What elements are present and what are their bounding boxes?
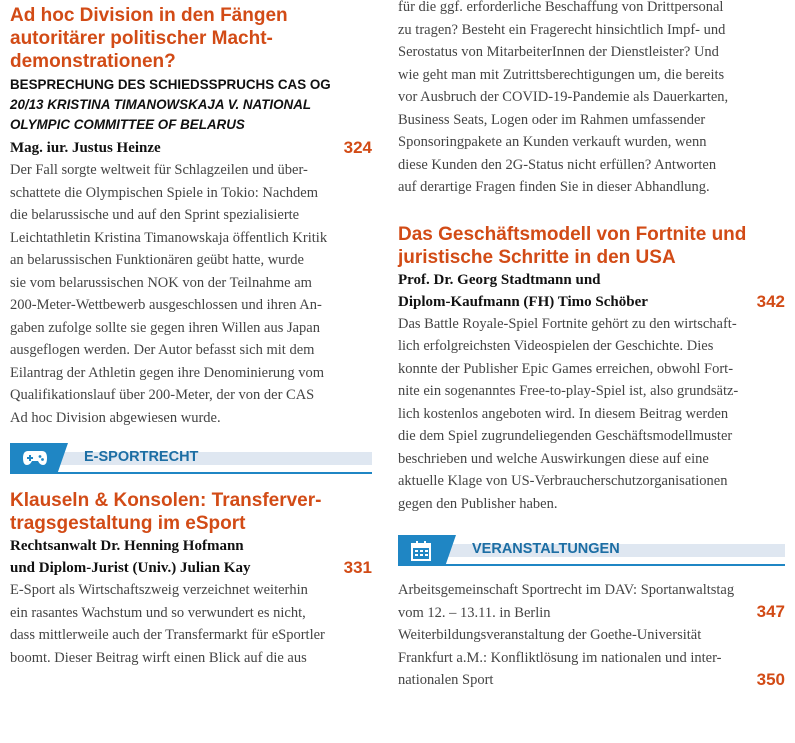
event-text bbox=[398, 579, 785, 624]
body-line: Serostatus von MitarbeiterInnen der Dienstleister? Und bbox=[398, 44, 719, 60]
body-line: konnte der Publisher Epic Games erreichen, obwohl Fort- bbox=[398, 360, 734, 377]
section-rule bbox=[10, 472, 372, 474]
body-line: zu tragen? Besteht ein Fragerecht hinsichtlich Impf- und bbox=[398, 21, 726, 38]
title-line: Ad hoc Division in den Fängen bbox=[10, 5, 288, 26]
author-name: und Diplom-Jurist (Univ.) Julian Kay bbox=[10, 560, 251, 576]
body-line: schattete die Olympischen Spiele in Tokio: Nachdem bbox=[10, 184, 318, 201]
event-line: Frankfurt a.M.: Konfliktlösung im nationalen und inter- bbox=[398, 649, 722, 666]
body-line: Der Fall sorgte weltweit für Schlagzeilen und über- bbox=[10, 162, 308, 178]
body-line: dass mittlerweile auch der Transfermarkt für eSportler bbox=[10, 627, 325, 643]
body-line: Eilantrag der Athletin gegen ihre Denominierung vom bbox=[10, 364, 325, 381]
event-line: nationalen Sport bbox=[398, 672, 494, 688]
body-line: Qualifikationslauf über 200-Meter, der von der CAS bbox=[10, 387, 315, 403]
gamepad-icon bbox=[22, 449, 48, 467]
article-body bbox=[398, 313, 785, 516]
event-item[interactable] bbox=[398, 579, 785, 624]
body-line: E-Sport als Wirtschaftszweig verzeichnet weiterhin bbox=[10, 582, 308, 598]
body-line: auf derartige Fragen finden Sie in dieser Abhandlung. bbox=[398, 179, 710, 195]
event-item[interactable] bbox=[398, 624, 785, 692]
article-title[interactable] bbox=[10, 4, 372, 73]
body-line: gaben zufolge sollte sie gegen ihren Willen aus Japan bbox=[10, 319, 320, 336]
body-line: Das Battle Royale-Spiel Fortnite gehört zu den wirtschaft- bbox=[398, 315, 737, 332]
title-line: demonstrationen? bbox=[10, 51, 176, 72]
article-author bbox=[10, 535, 372, 557]
body-line: lich kostenlos angeboten wird. In diesem Beitrag werden bbox=[398, 405, 729, 422]
subtitle-line: 20/13 KRISTINA TIMANOWSKAJA V. NATIONAL bbox=[10, 97, 312, 112]
event-line: Weiterbildungsveranstaltung der Goethe-Universität bbox=[398, 627, 702, 643]
article-author bbox=[398, 269, 785, 291]
event-text bbox=[398, 624, 785, 692]
body-line: für die ggf. erforderliche Beschaffung von Drittpersonal bbox=[398, 0, 724, 15]
calendar-icon bbox=[410, 541, 432, 561]
article-subtitle bbox=[10, 75, 372, 135]
page-number[interactable]: 324 bbox=[343, 138, 372, 157]
title-line: Das Geschäftsmodell von Fortnite und bbox=[398, 223, 747, 245]
body-line: boomt. Dieser Beitrag wirft einen Blick auf die aus bbox=[10, 649, 307, 666]
section-esportrecht bbox=[10, 443, 372, 473]
article-fortnite[interactable] bbox=[398, 223, 785, 516]
article-body bbox=[10, 579, 372, 669]
title-line: tragsgestaltung im eSport bbox=[10, 513, 246, 534]
article-author bbox=[398, 291, 785, 313]
body-line: Sponsoringpakete an Kunden verkauft wurden, wenn bbox=[398, 134, 707, 150]
body-line: die dem Spiel zugrundeliegenden Geschäftsmodellmuster bbox=[398, 428, 733, 444]
section-label: VERANSTALTUNGEN bbox=[472, 541, 620, 557]
body-line: gegen den Publisher haben. bbox=[398, 495, 558, 512]
body-line: sie vom belarussischen NOK von der Teilnahme am bbox=[10, 274, 312, 291]
article-heinze[interactable] bbox=[10, 4, 372, 429]
title-line: juristische Schritte in den USA bbox=[398, 246, 676, 268]
right-column bbox=[398, 0, 785, 692]
section-badge bbox=[398, 535, 456, 565]
author-name: Rechtsanwalt Dr. Henning Hofmann bbox=[10, 538, 244, 554]
section-veranstaltungen bbox=[398, 535, 785, 565]
article-hofmann-kay[interactable] bbox=[10, 489, 372, 669]
body-line: 200-Meter-Wettbewerb ausgeschlossen und ihren An- bbox=[10, 297, 322, 313]
body-line: aktuelle Klage von US-Verbraucherschutzorganisationen bbox=[398, 473, 728, 489]
body-line: Leichtathletin Kristina Timanowskaja öffentlich Kritik bbox=[10, 229, 328, 246]
body-line: Business Seats, Logen oder im Rahmen umfassender bbox=[398, 111, 706, 128]
page-number[interactable]: 347 bbox=[756, 602, 785, 621]
page-number[interactable]: 331 bbox=[343, 558, 372, 577]
article-title[interactable] bbox=[398, 223, 785, 269]
author-name: Mag. iur. Justus Heinze bbox=[10, 140, 161, 156]
article-title[interactable] bbox=[10, 489, 372, 535]
body-line: wie geht man mit Zutrittsberechtigungen um, die bereits bbox=[398, 66, 725, 83]
left-column bbox=[10, 0, 372, 669]
body-line: diese Kunden den 2G-Status nicht erfüllen? Antworten bbox=[398, 156, 717, 173]
title-line: autoritärer politischer Macht- bbox=[10, 28, 273, 49]
article-body bbox=[10, 159, 372, 429]
body-line: nite ein sogenanntes Free-to-play-Spiel ist, also grundsätz- bbox=[398, 383, 739, 399]
body-line: lich erfolgreichsten Videospielen der Geschichte. Dies bbox=[398, 338, 714, 354]
article-continuation bbox=[398, 0, 785, 199]
event-line: vom 12. – 13.11. in Berlin bbox=[398, 604, 551, 621]
author-name: Prof. Dr. Georg Stadtmann und bbox=[398, 271, 601, 288]
author-name: Diplom-Kaufmann (FH) Timo Schöber bbox=[398, 293, 648, 310]
section-rule bbox=[398, 564, 785, 566]
body-line: an belarussischen Funktionären geübt hatte, wurde bbox=[10, 252, 304, 268]
subtitle-line: BESPRECHUNG DES SCHIEDSSPRUCHS CAS OG bbox=[10, 77, 331, 92]
page-number[interactable]: 342 bbox=[756, 291, 785, 311]
page-number[interactable]: 350 bbox=[756, 669, 785, 689]
body-line: ein rasantes Wachstum und so verwundert es nicht, bbox=[10, 604, 306, 621]
subtitle-line: OLYMPIC COMMITTEE OF BELARUS bbox=[10, 117, 245, 132]
section-label: E-SPORTRECHT bbox=[84, 449, 199, 465]
body-line: beschrieben und welche Auswirkungen diese auf eine bbox=[398, 450, 709, 467]
event-line: Arbeitsgemeinschaft Sportrecht im DAV: Sportanwaltstag bbox=[398, 582, 735, 598]
section-badge bbox=[10, 443, 68, 473]
body-line: Ad hoc Division abgewiesen wurde. bbox=[10, 409, 221, 426]
title-line: Klauseln & Konsolen: Transferver- bbox=[10, 490, 322, 511]
body-line: vor Ausbruch der COVID-19-Pandemie als Dauerkarten, bbox=[398, 89, 729, 105]
article-author bbox=[10, 137, 372, 159]
body-line: ausgeflogen werden. Der Autor befasst sich mit dem bbox=[10, 342, 315, 358]
body-line: die belarussische und auf den Sprint spezialisierte bbox=[10, 207, 300, 223]
article-author bbox=[10, 557, 372, 579]
